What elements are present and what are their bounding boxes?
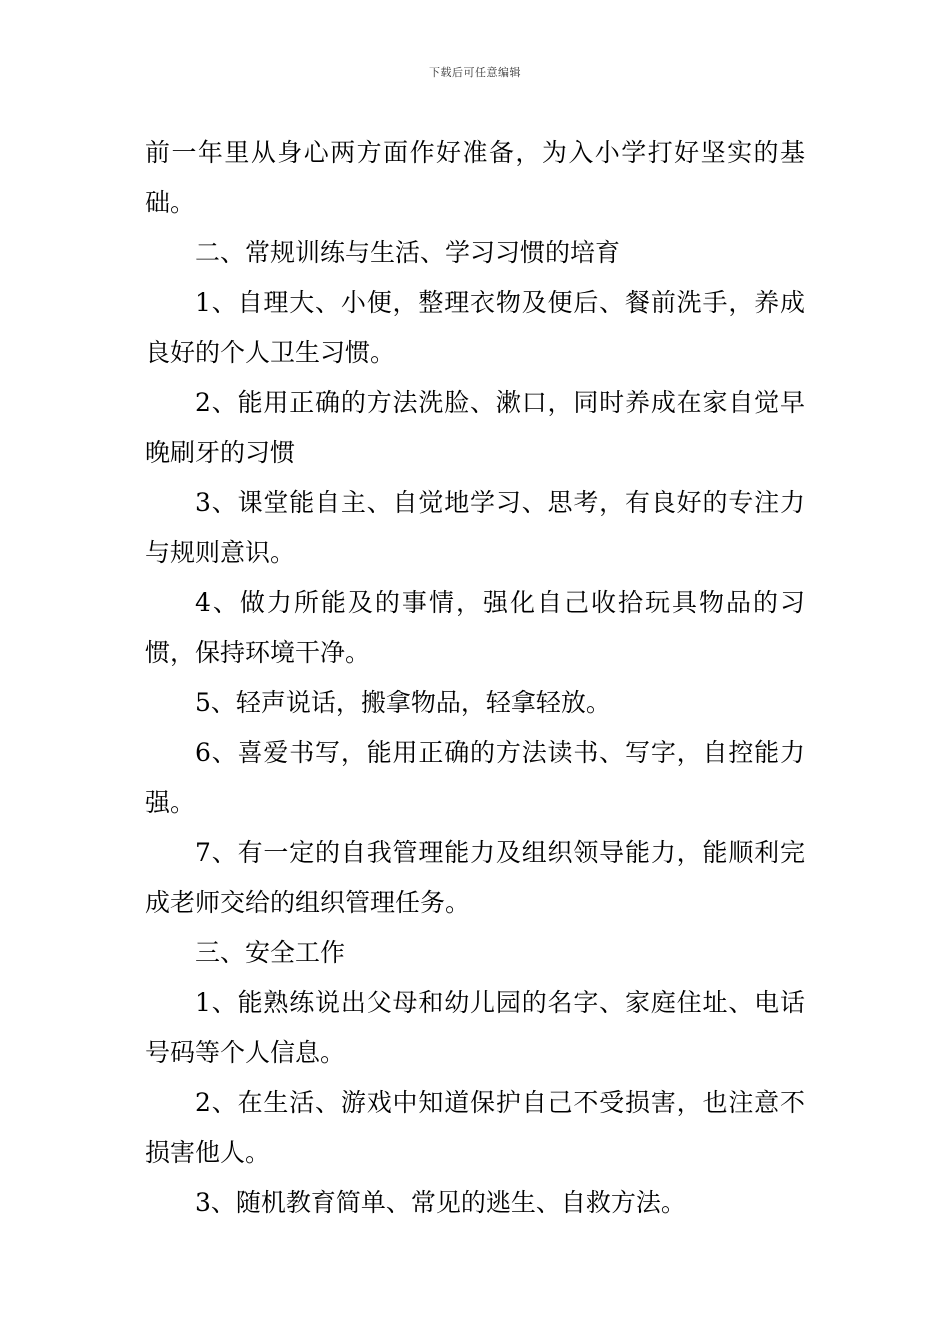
list-item: 3、课堂能自主、自觉地学习、思考，有良好的专注力与规则意识。 (145, 488, 805, 567)
document-body (145, 128, 805, 1228)
list-item: 6、喜爱书写，能用正确的方法读书、写字，自控能力强。 (145, 738, 805, 817)
header-note: 下载后可任意编辑 (429, 66, 521, 79)
list-item: 1、能熟练说出父母和幼儿园的名字、家庭住址、电话号码等个人信息。 (145, 988, 805, 1067)
list-item: 2、在生活、游戏中知道保护自己不受损害，也注意不损害他人。 (145, 1088, 805, 1167)
list-item: 4、做力所能及的事情，强化自己收拾玩具物品的习惯，保持环境干净。 (145, 588, 805, 667)
list-item: 7、有一定的自我管理能力及组织领导能力，能顺利完成老师交给的组织管理任务。 (145, 838, 805, 917)
section-heading-safety: 三、安全工作 (195, 938, 346, 967)
list-item: 1、自理大、小便，整理衣物及便后、餐前洗手，养成良好的个人卫生习惯。 (145, 288, 805, 367)
list-item: 3、随机教育简单、常见的逃生、自救方法。 (195, 1188, 686, 1217)
paragraph-continuation: 前一年里从身心两方面作好准备，为入小学打好坚实的基础。 (145, 138, 805, 217)
list-item: 2、能用正确的方法洗脸、漱口，同时养成在家自觉早晚刷牙的习惯 (145, 388, 805, 467)
section-heading-routine-habits: 二、常规训练与生活、学习习惯的培育 (195, 238, 621, 267)
list-item: 5、轻声说话，搬拿物品，轻拿轻放。 (195, 688, 611, 717)
